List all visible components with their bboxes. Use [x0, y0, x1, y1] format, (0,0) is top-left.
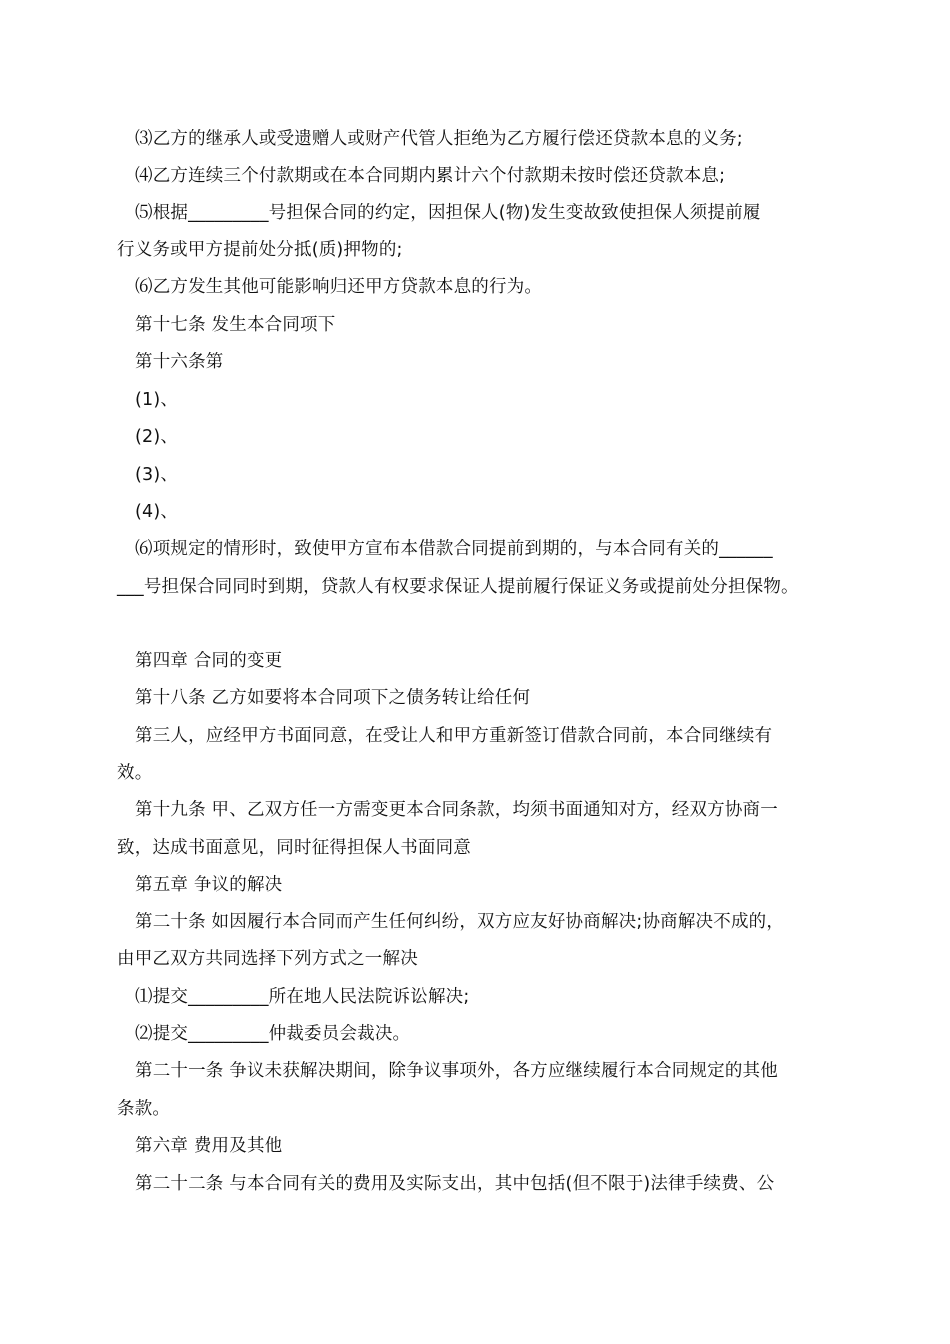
- chapter-heading: 第六章 费用及其他: [135, 1136, 283, 1156]
- list-item: (4)、: [135, 502, 179, 522]
- list-item: (3)、: [135, 465, 179, 485]
- text-line: 致，达成书面意见，同时征得担保人书面同意: [117, 838, 471, 858]
- text-line: ⑹乙方发生其他可能影响归还甲方贷款本息的行为。: [135, 277, 543, 297]
- list-item: (2)、: [135, 427, 179, 447]
- article-heading: 第二十一条 争议未获解决期间，除争议事项外，各方应继续履行本合同规定的其他: [135, 1061, 778, 1081]
- chapter-heading: 第四章 合同的变更: [135, 651, 283, 671]
- text-line: 条款。: [117, 1099, 171, 1119]
- text-line: 行义务或甲方提前处分抵(质)押物的;: [117, 240, 403, 260]
- article-heading: 第十七条 发生本合同项下: [135, 315, 336, 335]
- text-line: ⑹项规定的情形时，致使甲方宣布本借款合同提前到期的，与本合同有关的______: [135, 539, 773, 559]
- text-line: 效。: [117, 763, 153, 783]
- article-heading: 第二十二条 与本合同有关的费用及实际支出，其中包括(但不限于)法律手续费、公: [135, 1174, 775, 1194]
- text-line: 由甲乙双方共同选择下列方式之一解决: [117, 949, 418, 969]
- chapter-heading: 第五章 争议的解决: [135, 875, 283, 895]
- text-line: ___号担保合同同时到期，贷款人有权要求保证人提前履行保证义务或提前处分担保物。: [117, 577, 799, 597]
- text-line: ⑷乙方连续三个付款期或在本合同期内累计六个付款期未按时偿还贷款本息;: [135, 166, 726, 186]
- text-line: ⑸根据_________号担保合同的约定，因担保人(物)发生变故致使担保人须提前履: [135, 203, 761, 223]
- article-heading: 第二十条 如因履行本合同而产生任何纠纷，双方应友好协商解决;协商解决不成的，: [135, 912, 785, 932]
- article-heading: 第十九条 甲、乙双方任一方需变更本合同条款，均须书面通知对方，经双方协商一: [135, 800, 778, 820]
- text-line: 第三人，应经甲方书面同意，在受让人和甲方重新签订借款合同前，本合同继续有: [135, 726, 773, 746]
- list-item: (1)、: [135, 390, 179, 410]
- text-line: 第十六条第: [135, 352, 224, 372]
- list-item: ⑴提交_________所在地人民法院诉讼解决;: [135, 987, 470, 1007]
- article-heading: 第十八条 乙方如要将本合同项下之债务转让给任何: [135, 688, 531, 708]
- text-line: ⑶乙方的继承人或受遗赠人或财产代管人拒绝为乙方履行偿还贷款本息的义务;: [135, 129, 743, 149]
- list-item: ⑵提交_________仲裁委员会裁决。: [135, 1024, 411, 1044]
